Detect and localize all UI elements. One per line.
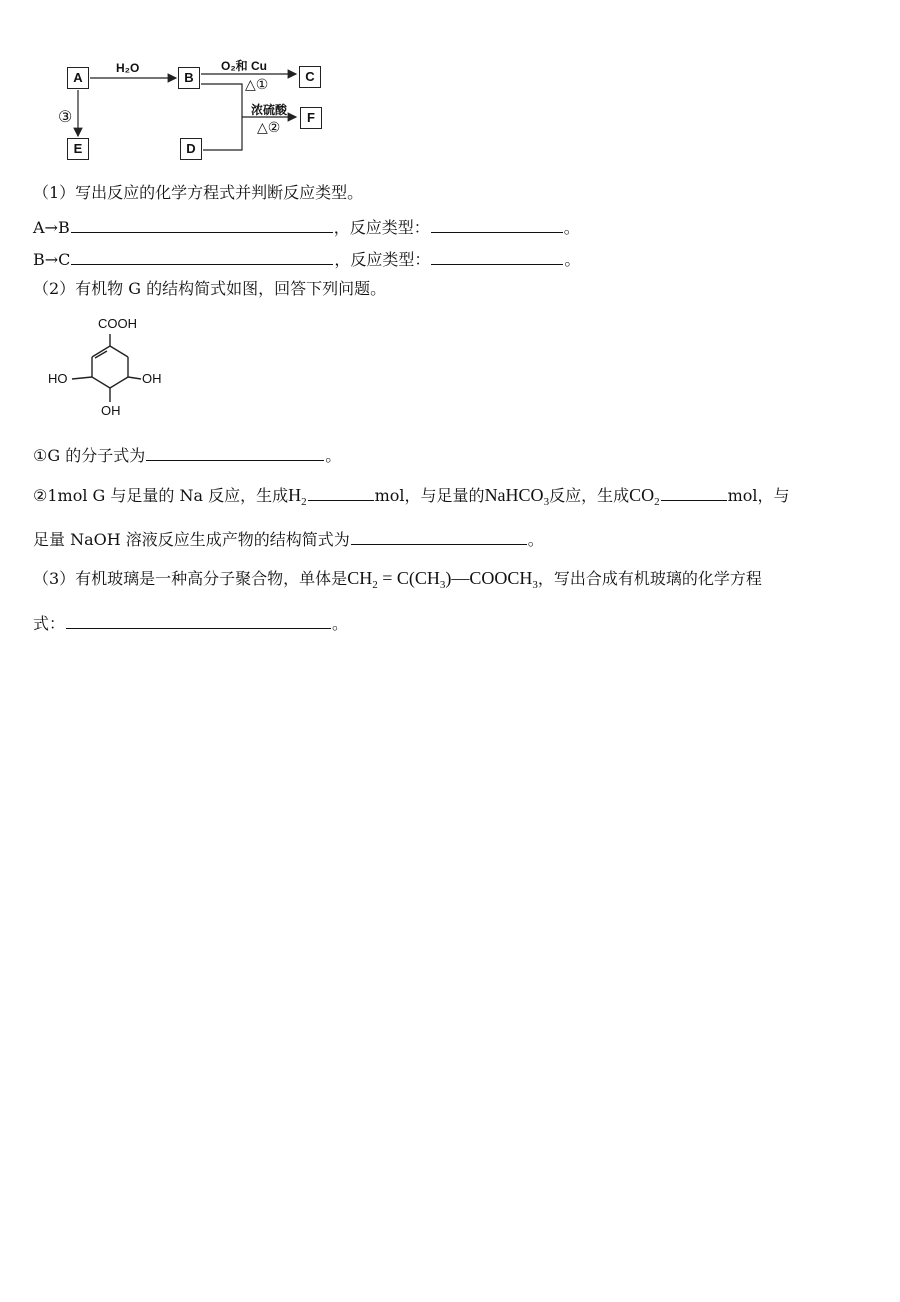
reaction-type-label: ，反应类型： <box>334 250 431 269</box>
edge-ae-label: ③ <box>58 109 73 126</box>
edge-df-bottom-label: △② <box>257 119 281 135</box>
node-a: A <box>67 67 89 89</box>
end-mark: 。 <box>563 218 580 237</box>
edge-df-top-label: 浓硫酸 <box>251 103 288 117</box>
q2-sub2-text-b: mol，与足量的 <box>374 486 485 505</box>
naoh-product-blank[interactable] <box>351 527 527 545</box>
q2-sub1-text: ①G 的分子式为 <box>33 446 146 465</box>
reaction-type-label: ，反应类型： <box>333 218 430 237</box>
q2-sub2-line2 <box>33 527 544 550</box>
q2-sub2-text-d: mol，与 <box>727 486 790 505</box>
q1-intro: （1）写出反应的化学方程式并判断反应类型。 <box>33 183 364 202</box>
equation-ab-blank[interactable] <box>71 215 333 233</box>
node-d: D <box>180 138 202 160</box>
monomer-formula: $CH_2$ = $C(CH_3)—COOCH_3$ <box>347 568 538 591</box>
node-f: F <box>300 107 322 129</box>
end-mark: 。 <box>332 614 349 633</box>
h2-formula: $H_2$ <box>288 485 307 508</box>
node-c: C <box>299 66 321 88</box>
polymer-equation-blank[interactable] <box>66 611 331 629</box>
end-mark: 。 <box>527 530 544 549</box>
q3-line1 <box>33 568 762 589</box>
q3-line2-text: 式： <box>33 614 66 633</box>
q2-sub2-line1 <box>33 483 790 506</box>
q2-sub2-text-c: 反应，生成 <box>549 486 630 505</box>
q2-intro: （2）有机物 G 的结构简式如图，回答下列问题。 <box>33 279 387 298</box>
q3-text-post: ，写出合成有机玻璃的化学方程 <box>537 569 762 588</box>
q1-row-ab-label: A→B <box>33 218 70 237</box>
h2-mol-blank[interactable] <box>308 483 374 501</box>
reaction-type-bc-blank[interactable] <box>431 247 563 265</box>
q3-text-pre: （3）有机玻璃是一种高分子聚合物，单体是 <box>33 569 348 588</box>
q2-sub2-line2-text: 足量 NaOH 溶液反应生成产物的结构简式为 <box>33 530 350 549</box>
edge-bc-bottom-label: △① <box>245 76 269 92</box>
co2-mol-blank[interactable] <box>661 483 727 501</box>
q2-sub1 <box>33 443 341 466</box>
q1-row-bc-label: B→C <box>33 250 71 269</box>
edge-bc-top-label: O₂和 Cu <box>221 59 267 73</box>
edge-ab-label: H₂O <box>116 61 140 75</box>
q3-line2 <box>33 611 348 634</box>
formula-g-blank[interactable] <box>146 443 324 461</box>
node-b: B <box>178 67 200 89</box>
reaction-diagram <box>0 0 360 170</box>
node-e: E <box>67 138 89 160</box>
oh-bottom-label: OH <box>101 403 121 418</box>
nahco3-formula: NaHCO$_3$ <box>484 485 550 508</box>
structure-g <box>40 310 180 425</box>
reaction-type-ab-blank[interactable] <box>431 215 563 233</box>
cooh-label: COOH <box>98 316 137 331</box>
q1-row-bc <box>33 247 580 270</box>
co2-formula: $CO_2$ <box>629 485 660 508</box>
oh-right-label: OH <box>142 371 162 386</box>
q2-sub2-text-a: ②1mol G 与足量的 Na 反应，生成 <box>33 486 289 505</box>
q1-row-ab <box>33 215 580 238</box>
equation-bc-blank[interactable] <box>71 247 333 265</box>
end-mark: 。 <box>564 250 581 269</box>
oh-left-label: HO <box>48 371 68 386</box>
end-mark: 。 <box>325 446 342 465</box>
